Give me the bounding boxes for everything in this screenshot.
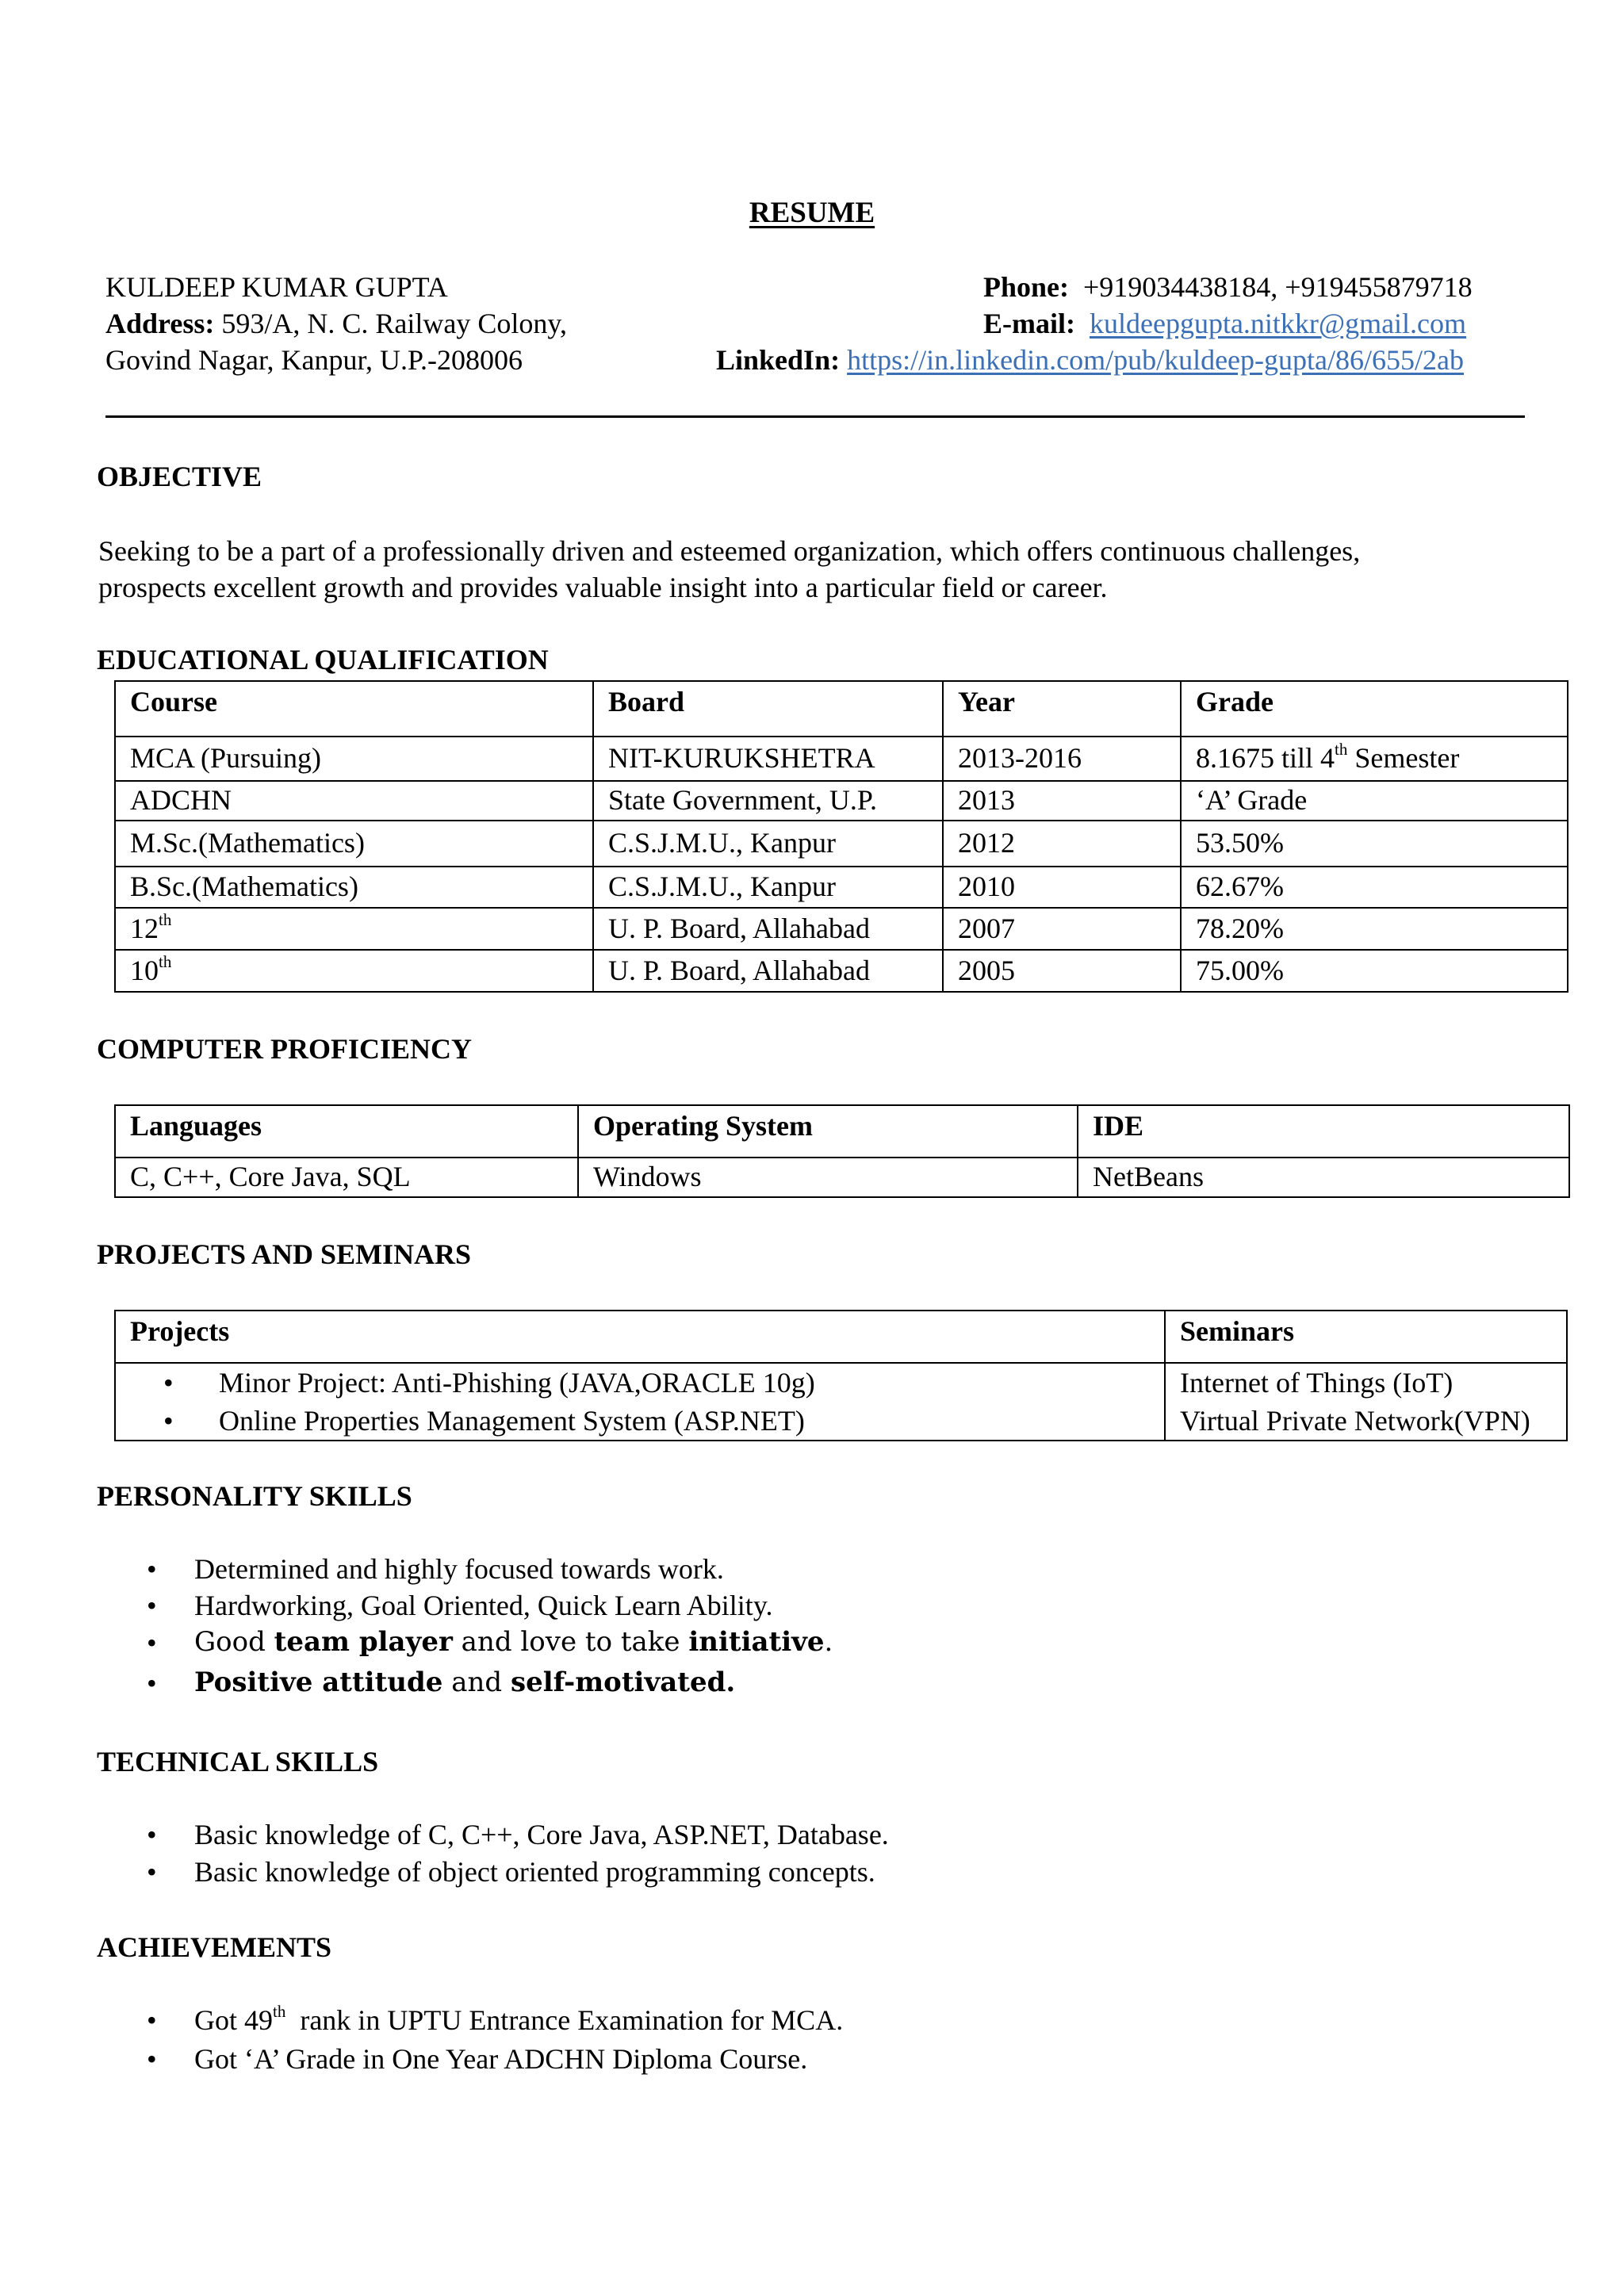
cell-grade: 78.20% bbox=[1181, 908, 1568, 950]
cell-grade: 75.00% bbox=[1181, 950, 1568, 992]
objective-heading: OBJECTIVE bbox=[97, 461, 262, 492]
list-item: • Minor Project: Anti-Phishing (JAVA,ORACLE 10g) bbox=[163, 1367, 815, 1399]
objective-text-line-2: prospects excellent growth and provides valuable insight into a particular field or career. bbox=[98, 572, 1108, 603]
cell-grade: 62.67% bbox=[1181, 867, 1568, 908]
column-header-ide: IDE bbox=[1078, 1105, 1569, 1158]
phone-line: Phone: +919034438184, +919455879718 bbox=[983, 271, 1473, 303]
cell-year: 2012 bbox=[943, 821, 1181, 867]
cell-languages: C, C++, Core Java, SQL bbox=[115, 1158, 578, 1197]
cell-os: Windows bbox=[578, 1158, 1078, 1197]
table-row bbox=[115, 737, 1568, 781]
objective-text-line-1: Seeking to be a part of a professionally driven and esteemed organization, which offers continuous challenges, bbox=[98, 535, 1361, 567]
table-row bbox=[115, 781, 1568, 821]
email-link[interactable]: kuldeepgupta.nitkkr@gmail.com bbox=[1089, 308, 1467, 339]
column-header-course: Course bbox=[115, 681, 593, 737]
linkedin-line: LinkedIn: https://in.linkedin.com/pub/kuldeep-gupta/86/655/2ab bbox=[716, 344, 1464, 376]
list-item: • Online Properties Management System (ASP.NET) bbox=[163, 1405, 805, 1437]
column-header-grade: Grade bbox=[1181, 681, 1568, 737]
cell-board: U. P. Board, Allahabad bbox=[593, 950, 943, 992]
column-header-projects: Projects bbox=[115, 1311, 1165, 1363]
cell-year: 2013 bbox=[943, 781, 1181, 821]
cell-board: U. P. Board, Allahabad bbox=[593, 908, 943, 950]
cell-year: 2007 bbox=[943, 908, 1181, 950]
computer-table-header bbox=[115, 1105, 1569, 1158]
cell-year: 2013-2016 bbox=[943, 737, 1181, 781]
cell-course: ADCHN bbox=[115, 781, 593, 821]
column-header-year: Year bbox=[943, 681, 1181, 737]
computer-heading: COMPUTER PROFICIENCY bbox=[97, 1033, 472, 1065]
education-table bbox=[114, 680, 1568, 993]
column-header-languages: Languages bbox=[115, 1105, 578, 1158]
table-row bbox=[115, 1158, 1569, 1197]
cell-year: 2005 bbox=[943, 950, 1181, 992]
table-row bbox=[115, 908, 1568, 950]
cell-year: 2010 bbox=[943, 867, 1181, 908]
cell-grade: ‘A’ Grade bbox=[1181, 781, 1568, 821]
education-table-header bbox=[115, 681, 1568, 737]
cell-grade: 8.1675 till 4th Semester bbox=[1181, 737, 1568, 781]
address-line-1: Address: 593/A, N. C. Railway Colony, bbox=[105, 308, 568, 339]
resume-title: RESUME bbox=[749, 197, 875, 229]
education-heading: EDUCATIONAL QUALIFICATION bbox=[97, 644, 549, 675]
personality-heading: PERSONALITY SKILLS bbox=[97, 1480, 412, 1512]
column-header-seminars: Seminars bbox=[1165, 1311, 1567, 1363]
column-header-os: Operating System bbox=[578, 1105, 1078, 1158]
header-divider bbox=[105, 415, 1525, 418]
cell-ide: NetBeans bbox=[1078, 1158, 1569, 1197]
cell-board: NIT-KURUKSHETRA bbox=[593, 737, 943, 781]
cell-seminars bbox=[1165, 1363, 1567, 1441]
cell-board: C.S.J.M.U., Kanpur bbox=[593, 821, 943, 867]
projects-heading: PROJECTS AND SEMINARS bbox=[97, 1238, 472, 1270]
linkedin-link[interactable]: https://in.linkedin.com/pub/kuldeep-gupta/86/655/2ab bbox=[847, 344, 1464, 376]
achievements-heading: ACHIEVEMENTS bbox=[97, 1931, 332, 1963]
candidate-name: KULDEEP KUMAR GUPTA bbox=[105, 271, 448, 303]
cell-course: 10th bbox=[115, 950, 593, 992]
table-row bbox=[115, 821, 1568, 867]
computer-table bbox=[114, 1104, 1570, 1198]
column-header-board: Board bbox=[593, 681, 943, 737]
technical-heading: TECHNICAL SKILLS bbox=[97, 1746, 379, 1777]
email-line: E-mail: kuldeepgupta.nitkkr@gmail.com bbox=[983, 308, 1467, 339]
seminar-item: Virtual Private Network(VPN) bbox=[1180, 1405, 1530, 1437]
table-row bbox=[115, 867, 1568, 908]
table-row bbox=[115, 1363, 1567, 1441]
cell-grade: 53.50% bbox=[1181, 821, 1568, 867]
cell-course: 12th bbox=[115, 908, 593, 950]
projects-table bbox=[114, 1310, 1568, 1441]
cell-board: State Government, U.P. bbox=[593, 781, 943, 821]
cell-course: M.Sc.(Mathematics) bbox=[115, 821, 593, 867]
seminar-item: Internet of Things (IoT) bbox=[1180, 1367, 1454, 1399]
cell-projects bbox=[115, 1363, 1165, 1441]
cell-course: B.Sc.(Mathematics) bbox=[115, 867, 593, 908]
cell-board: C.S.J.M.U., Kanpur bbox=[593, 867, 943, 908]
projects-table-header bbox=[115, 1311, 1567, 1363]
address-line-2: Govind Nagar, Kanpur, U.P.-208006 bbox=[105, 344, 523, 376]
cell-course: MCA (Pursuing) bbox=[115, 737, 593, 781]
table-row bbox=[115, 950, 1568, 992]
projects-list bbox=[116, 1364, 1164, 1440]
